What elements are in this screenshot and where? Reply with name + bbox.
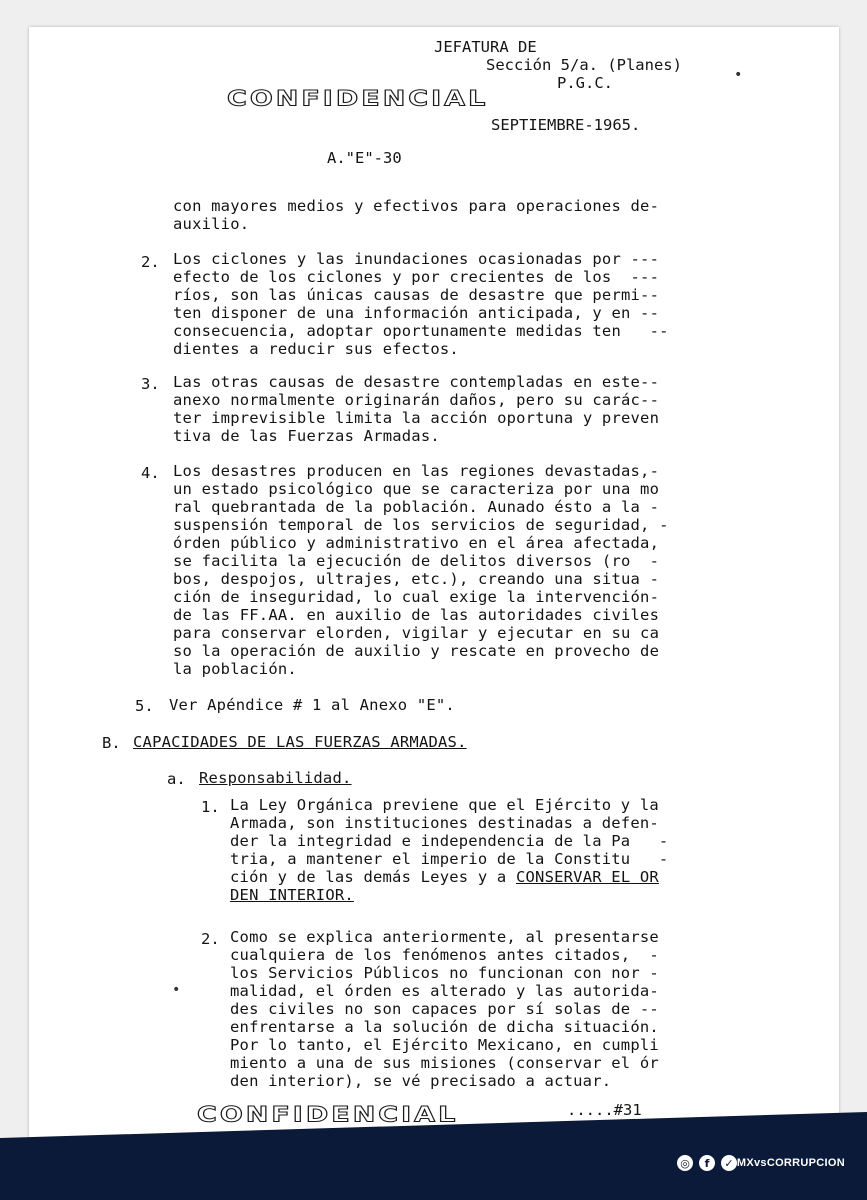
item-line: Los desastres producen en las regiones devastadas,- bbox=[173, 462, 660, 480]
point-line-text: ción y de las demás Leyes y a bbox=[230, 868, 516, 886]
page-reference: .....#31 bbox=[567, 1101, 642, 1119]
item-line: suspensión temporal de los servicios de seguridad, - bbox=[173, 516, 669, 534]
point-line bbox=[230, 868, 659, 886]
point-line: malidad, el órden es alterado y las autorida- bbox=[230, 982, 659, 1000]
point-line: Armada, son instituciones destinadas a defen- bbox=[230, 814, 659, 832]
section-title: CAPACIDADES DE LAS FUERZAS ARMADAS. bbox=[133, 733, 467, 751]
item-line: bos, despojos, ultrajes, etc.), creando una situa - bbox=[173, 570, 660, 588]
item-line: ral quebrantada de la población. Aunado ésto a la - bbox=[173, 498, 660, 516]
brand-footer-bar bbox=[0, 1138, 867, 1200]
item-line: Ver Apéndice # 1 al Anexo "E". bbox=[169, 696, 455, 714]
item-line: tiva de las Fuerzas Armadas. bbox=[173, 427, 440, 445]
item-line: ción de inseguridad, lo cual exige la intervención- bbox=[173, 588, 660, 606]
annex-reference: A."E"-30 bbox=[327, 149, 402, 167]
item-line: un estado psicológico que se caracteriza por una mo bbox=[173, 480, 660, 498]
subsection-title: Responsabilidad. bbox=[199, 769, 352, 787]
twitter-icon[interactable]: ✓ bbox=[721, 1155, 737, 1171]
point-number: 1. bbox=[201, 798, 220, 816]
intro-line: con mayores medios y efectivos para operaciones de- bbox=[173, 197, 660, 215]
footer-slant bbox=[0, 1112, 867, 1138]
item-line: para conservar elorden, vigilar y ejecutar en su ca bbox=[173, 624, 660, 642]
item-line: dientes a reducir sus efectos. bbox=[173, 340, 459, 358]
point-line: enfrentarse a la solución de dicha situación. bbox=[230, 1018, 659, 1036]
point-line: des civiles no son capaces por sí solas de -- bbox=[230, 1000, 659, 1018]
header-line3: P.G.C. bbox=[557, 74, 613, 92]
document-page bbox=[29, 27, 839, 1152]
item-number: 4. bbox=[141, 464, 160, 482]
item-number: 5. bbox=[135, 697, 154, 715]
item-line: de las FF.AA. en auxilio de las autoridades civiles bbox=[173, 606, 660, 624]
point-line: La Ley Orgánica previene que el Ejército y la bbox=[230, 796, 659, 814]
item-line: órden público y administrativo en el área afectada, bbox=[173, 534, 660, 552]
point-line: Como se explica anteriormente, al presentarse bbox=[230, 928, 659, 946]
facebook-icon[interactable]: f bbox=[699, 1155, 715, 1171]
point-line: den interior), se vé precisado a actuar. bbox=[230, 1072, 612, 1090]
item-line: ríos, son las únicas causas de desastre que permi-- bbox=[173, 286, 660, 304]
point-line: tria, a mantener el imperio de la Constitu - bbox=[230, 850, 669, 868]
point-line: miento a una de sus misiones (conservar el ór bbox=[230, 1054, 659, 1072]
item-line: Las otras causas de desastre contempladas en este-- bbox=[173, 373, 660, 391]
subsection-letter: a. bbox=[167, 770, 186, 788]
item-number: 2. bbox=[141, 253, 160, 271]
item-number: 3. bbox=[141, 375, 160, 393]
ink-speck: • bbox=[734, 67, 743, 83]
item-line: consecuencia, adoptar oportunamente medidas ten -- bbox=[173, 322, 669, 340]
item-line: Los ciclones y las inundaciones ocasionadas por --- bbox=[173, 250, 660, 268]
item-line: se facilita la ejecución de delitos diversos (ro - bbox=[173, 552, 660, 570]
instagram-icon[interactable]: ◎ bbox=[677, 1155, 693, 1171]
point-line: los Servicios Públicos no funcionan con nor - bbox=[230, 964, 659, 982]
point-line: Por lo tanto, el Ejército Mexicano, en cumpli bbox=[230, 1036, 659, 1054]
section-letter: B. bbox=[102, 734, 121, 752]
header-line2: Sección 5/a. (Planes) bbox=[486, 56, 682, 74]
document-date: SEPTIEMBRE-1965. bbox=[491, 116, 641, 134]
point-line: cualquiera de los fenómenos antes citados, - bbox=[230, 946, 659, 964]
intro-line: auxilio. bbox=[173, 215, 250, 233]
brand-name[interactable]: MXvsCORRUPCION bbox=[736, 1157, 845, 1169]
confidential-stamp-bottom: CONFIDENCIAL bbox=[197, 1103, 459, 1128]
item-line: ten disponer de una información anticipada, y en -- bbox=[173, 304, 660, 322]
social-icons bbox=[677, 1155, 737, 1171]
point-line: der la integridad e independencia de la Pa - bbox=[230, 832, 669, 850]
item-line: la población. bbox=[173, 660, 297, 678]
item-line: anexo normalmente originarán daños, pero su carác-- bbox=[173, 391, 660, 409]
point-number: 2. bbox=[201, 930, 220, 948]
confidential-stamp-top: CONFIDENCIAL bbox=[227, 87, 489, 112]
point-line: DEN INTERIOR. bbox=[230, 886, 354, 904]
emphasis-text: CONSERVAR EL OR bbox=[515, 868, 659, 886]
item-line: efecto de los ciclones y por crecientes de los --- bbox=[173, 268, 660, 286]
header-line1: JEFATURA DE bbox=[434, 38, 537, 56]
item-line: ter imprevisible limita la acción oportuna y preven bbox=[173, 409, 660, 427]
item-line: so la operación de auxilio y rescate en provecho de bbox=[173, 642, 660, 660]
ink-speck: • bbox=[172, 982, 181, 998]
